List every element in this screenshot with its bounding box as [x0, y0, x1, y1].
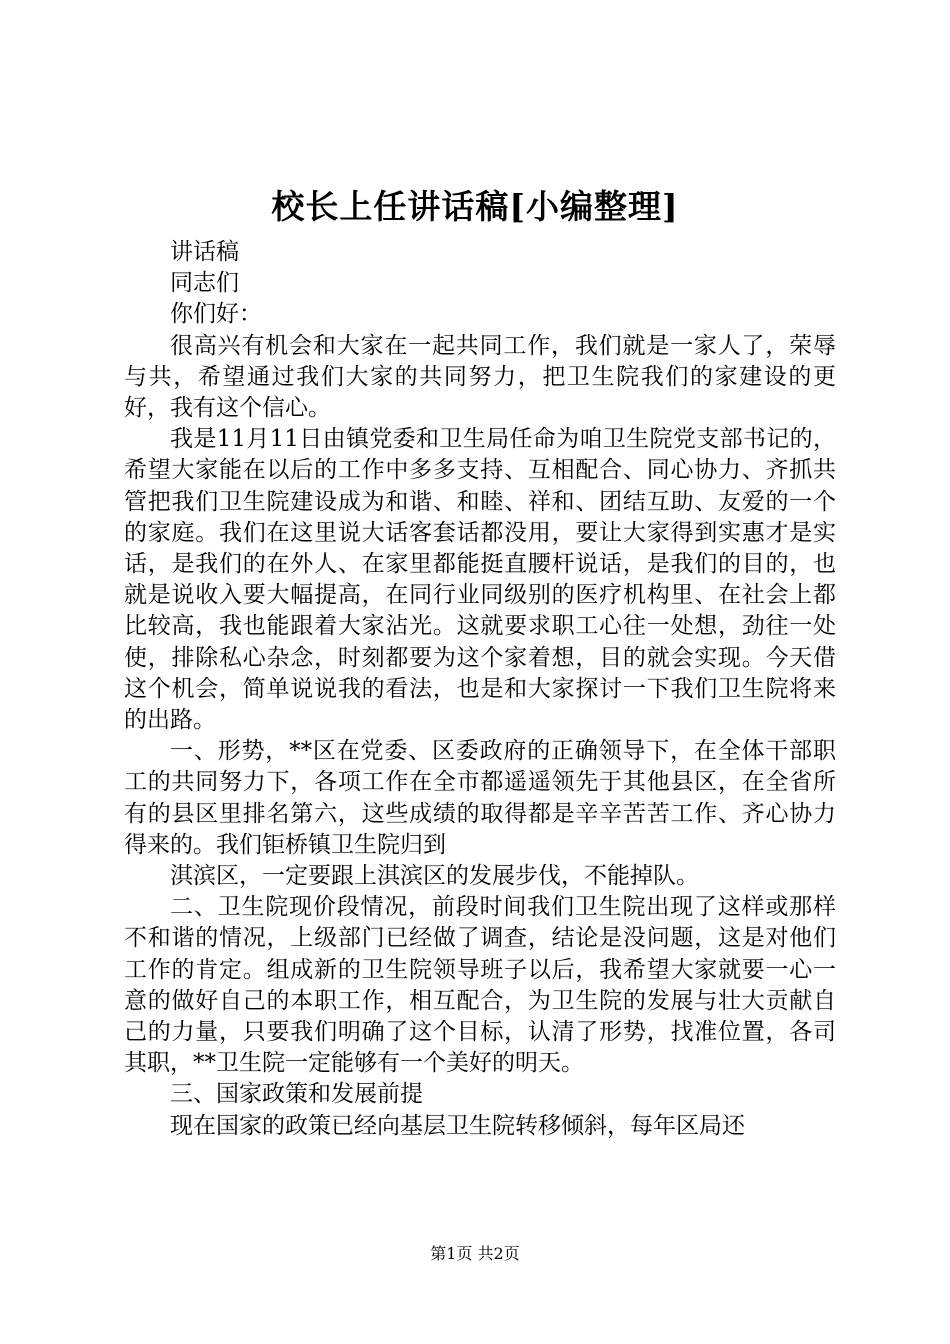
paragraph: 我是11月11日由镇党委和卫生局任命为咱卫生院党支部书记的，希望大家能在以后的工作中多多支持、互相配合、同心协力、齐抓共管把我们卫生院建设成为和谐、和睦、祥和、团结互助、友爱的一个的家庭。我们在这里说大话客套话都没用，要让大家得到实惠才是实话，是我们的在外人、在家里都能挺直腰杆说话，是我们的目的，也就是说收入要大幅提高，在同行业同级别的医疗机构里、在社会上都比较高，我也能跟着大家沾光。这就要求职工心往一处想，劲往一处使，排除私心杂念，时刻都要为这个家着想，目的就会实现。今天借这个机会，简单说说我的看法，也是和大家探讨一下我们卫生院将来的出路。	[124, 426, 836, 734]
paragraph: 很高兴有机会和大家在一起共同工作，我们就是一家人了，荣辱与共，希望通过我们大家的共同努力，把卫生院我们的家建设的更好，我有这个信心。	[124, 332, 836, 422]
paragraph: 淇滨区，一定要跟上淇滨区的发展步伐，不能掉队。	[170, 863, 699, 890]
paragraph: 你们好：	[170, 301, 262, 328]
paragraph: 同志们	[170, 270, 239, 297]
paragraph: 讲话稿	[170, 239, 239, 265]
page-footer: 第1页 共2页	[430, 1244, 520, 1263]
paragraph: 现在国家的政策已经向基层卫生院转移倾斜，每年区局还	[170, 1112, 745, 1139]
document-title: 校长上任讲话稿[小编整理]	[271, 187, 679, 226]
paragraph: 一、形势，**区在党委、区委政府的正确领导下，在全体干部职工的共同努力下，各项工作在全市都遥遥领先于其他县区，在全省所有的县区里排名第六，这些成绩的取得都是辛辛苦苦工作、齐心协力得来的。我们钜桥镇卫生院归到	[124, 738, 836, 858]
paragraph: 三、国家政策和发展前提	[170, 1081, 423, 1108]
paragraph: 二、卫生院现价段情况，前段时间我们卫生院出现了这样或那样不和谐的情况，上级部门已经做了调查，结论是没问题，这是对他们工作的肯定。组成新的卫生院领导班子以后，我希望大家就要一心一意的做好自己的本职工作，相互配合，为卫生院的发展与壮大贡献自己的力量，只要我们明确了这个目标，认清了形势，找准位置，各司其职，**卫生院一定能够有一个美好的明天。	[124, 894, 836, 1077]
document-body	[124, 237, 836, 1142]
